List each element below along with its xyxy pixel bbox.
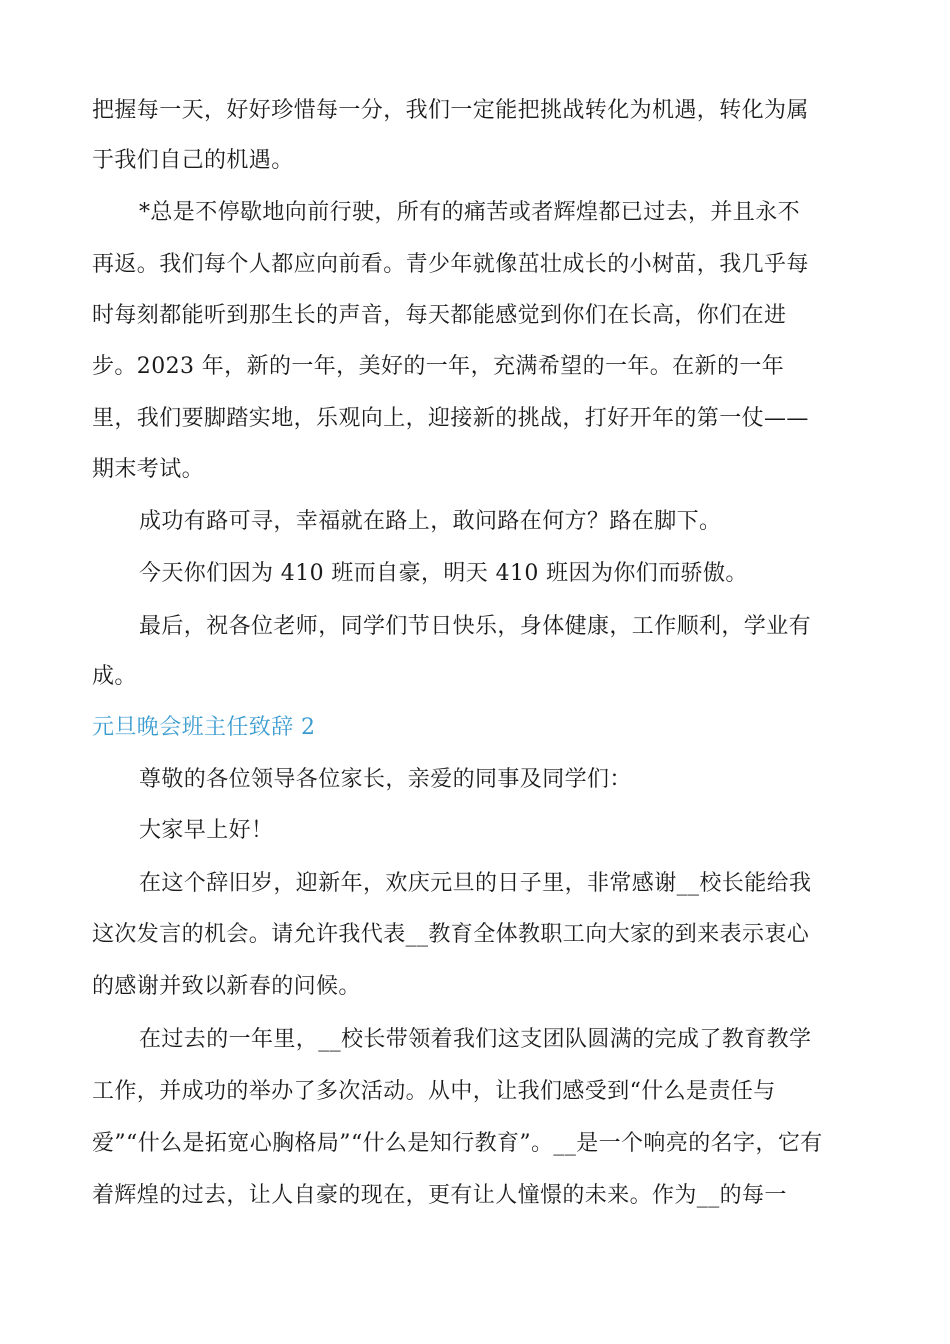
paragraph-line: 最后，祝各位老师，同学们节日快乐，身体健康，工作顺利，学业有 [139, 614, 812, 639]
paragraph-line: 期末考试。 [92, 457, 205, 482]
paragraph-line: 爱”“什么是拓宽心胸格局”“什么是知行教育”。__是一个响亮的名字，它有 [92, 1131, 823, 1156]
paragraph-line: 大家早上好！ [139, 818, 274, 843]
paragraph-line: 步。2023 年，新的一年，美好的一年，充满希望的一年。在新的一年 [92, 354, 785, 379]
paragraph-line: 成功有路可寻，幸福就在路上，敢问路在何方？路在脚下。 [139, 509, 722, 534]
paragraph-line: 工作，并成功的举办了多次活动。从中，让我们感受到“什么是责任与 [92, 1079, 776, 1104]
paragraph-line: 在过去的一年里，__校长带领着我们这支团队圆满的完成了教育教学 [139, 1027, 812, 1052]
paragraph-line: 成。 [92, 664, 137, 689]
paragraph-line: 里，我们要脚踏实地，乐观向上，迎接新的挑战，打好开年的第一仗—— [92, 406, 809, 431]
paragraph-line: 再返。我们每个人都应向前看。青少年就像茁壮成长的小树苗，我几乎每 [92, 252, 809, 277]
paragraph-line: 着辉煌的过去，让人自豪的现在，更有让人憧憬的未来。作为__的每一 [92, 1183, 787, 1208]
paragraph-line: 把握每一天，好好珍惜每一分，我们一定能把挑战转化为机遇，转化为属 [92, 98, 809, 123]
paragraph-line: 于我们自己的机遇。 [92, 148, 294, 173]
paragraph-line: 的感谢并致以新春的问候。 [92, 974, 361, 999]
paragraph-line: 时每刻都能听到那生长的声音，每天都能感觉到你们在长高，你们在进 [92, 303, 787, 328]
paragraph-line: *总是不停歇地向前行驶，所有的痛苦或者辉煌都已过去，并且永不 [139, 200, 801, 225]
section-heading: 元旦晚会班主任致辞 2 [92, 715, 316, 740]
paragraph-line: 今天你们因为 410 班而自豪，明天 410 班因为你们而骄傲。 [139, 561, 748, 586]
paragraph-line: 尊敬的各位领导各位家长，亲爱的同事及同学们： [139, 767, 632, 792]
paragraph-line: 这次发言的机会。请允许我代表__教育全体教职工向大家的到来表示衷心 [92, 922, 810, 947]
paragraph-line: 在这个辞旧岁，迎新年，欢庆元旦的日子里，非常感谢__校长能给我 [139, 871, 812, 896]
